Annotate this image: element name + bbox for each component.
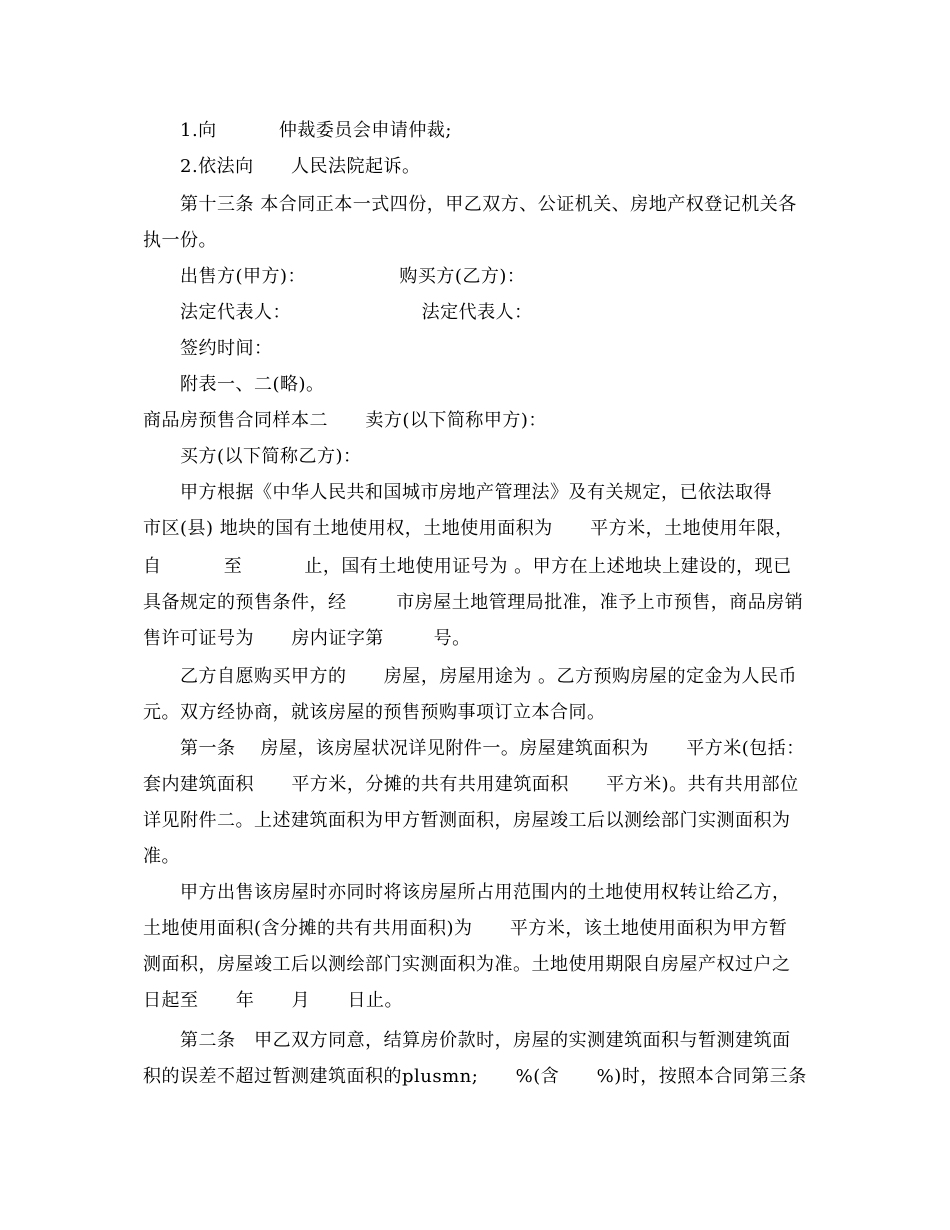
text-line: 甲方根据《中华人民共和国城市房地产管理法》及有关规定，已依法取得 (180, 482, 772, 503)
text-line: 第二条 甲乙双方同意，结算房价款时，房屋的实测建筑面积与暂测建筑面 (180, 1030, 791, 1051)
text-line: 乙方自愿购买甲方的 房屋，房屋用途为 。乙方预购房屋的定金为人民币 (180, 666, 798, 687)
text-line: 自 至 止，国有土地使用证号为 。甲方在上述地块上建设的，现已 (143, 556, 792, 577)
text-line: 元。双方经协商，就该房屋的预售预购事项订立本合同。 (143, 702, 606, 723)
text-line: 积的误差不超过暂测建筑面积的plusmn; %(含 %)时，按照本合同第三条 (143, 1066, 807, 1087)
text-line: 第一条 房屋，该房屋状况详见附件一。房屋建筑面积为 平方米(包括： (180, 738, 805, 759)
text-line: 准。 (143, 846, 180, 867)
text-line: 日起至 年 月 日止。 (143, 990, 403, 1011)
text-line: 法定代表人： 法定代表人： (180, 302, 533, 323)
text-line: 售许可证号为 房内证字第 号。 (143, 628, 471, 649)
text-line: 1.向 仲裁委员会申请仲裁; (180, 120, 452, 141)
text-line: 附表一、二(略)。 (180, 374, 325, 395)
text-line: 甲方出售该房屋时亦同时将该房屋所占用范围内的土地使用权转让给乙方， (180, 882, 791, 903)
text-line: 商品房预售合同样本二 卖方(以下简称甲方)： (143, 410, 547, 431)
text-line: 具备规定的预售条件，经 市房屋土地管理局批准，准予上市预售，商品房销 (143, 592, 804, 613)
text-line: 土地使用面积(含分摊的共有共用面积)为 平方米，该土地使用面积为甲方暂 (143, 918, 788, 939)
text-line: 详见附件二。上述建筑面积为甲方暂测面积，房屋竣工后以测绘部门实测面积为 (143, 810, 791, 831)
text-line: 签约时间： (180, 338, 273, 359)
text-line: 测面积，房屋竣工后以测绘部门实测面积为准。土地使用期限自房屋产权过户之 (143, 954, 791, 975)
text-line: 执一份。 (143, 230, 217, 251)
text-line: 套内建筑面积 平方米，分摊的共有共用建筑面积 平方米)。共有共用部位 (143, 774, 799, 795)
text-line: 市区(县) 地块的国有土地使用权，土地使用面积为 平方米，土地使用年限， (143, 518, 794, 539)
text-line: 第十三条 本合同正本一式四份，甲乙双方、公证机关、房地产权登记机关各 (180, 194, 797, 215)
text-line: 出售方(甲方)： 购买方(乙方)： (180, 266, 526, 287)
text-line: 2.依法向 人民法院起诉。 (180, 156, 421, 177)
text-line: 买方(以下简称乙方)： (180, 446, 362, 467)
